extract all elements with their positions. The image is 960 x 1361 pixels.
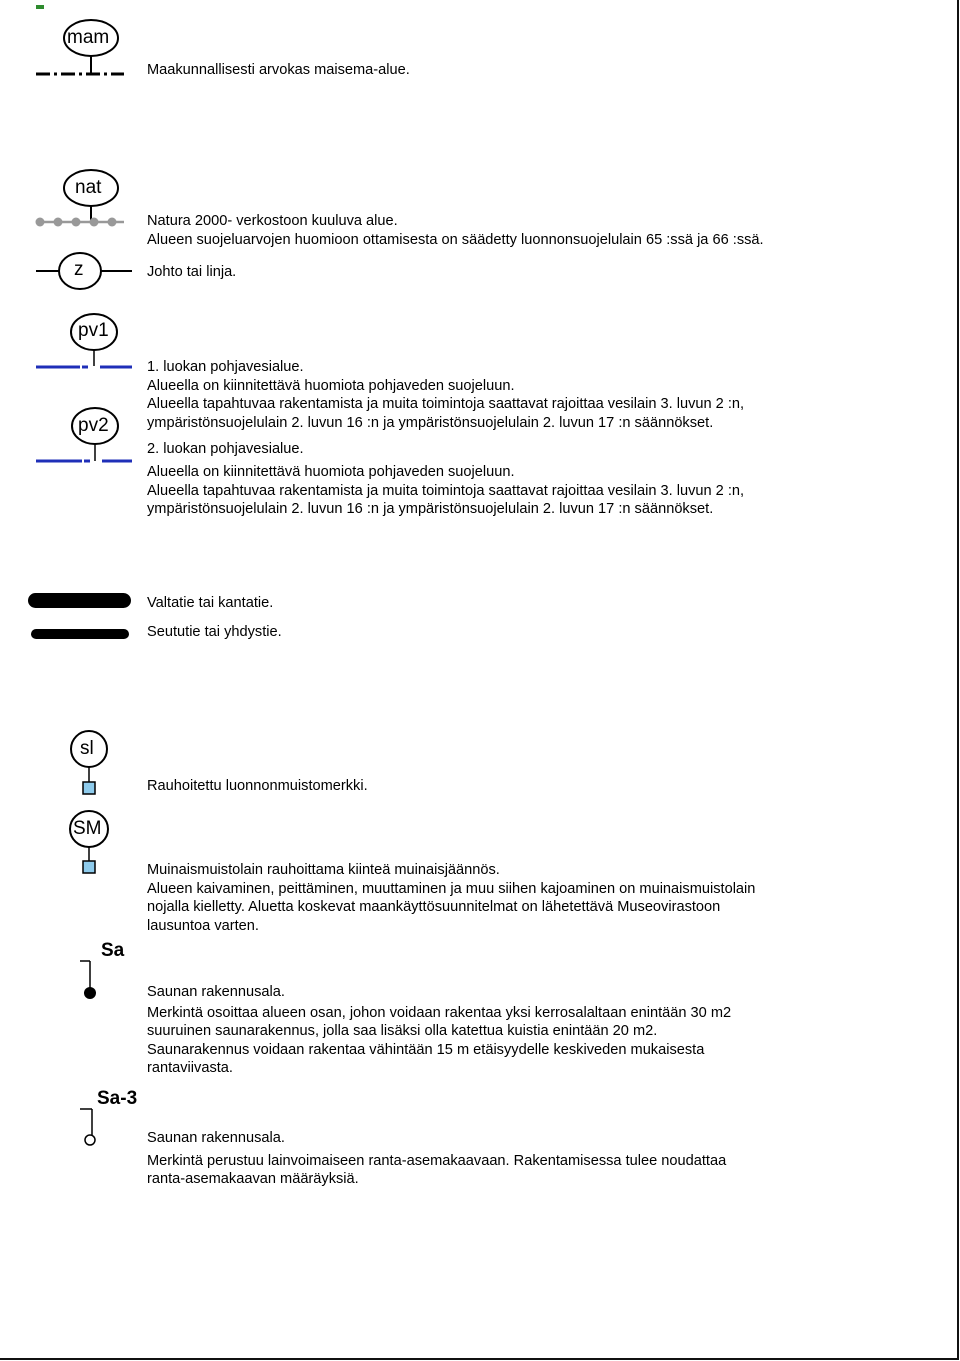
main-road-symbol: [28, 593, 131, 608]
sa-line: Merkintä osoittaa alueen osan, johon voidaan rakentaa yksi kerrosalaltaan enintään 30 m2: [147, 1004, 732, 1021]
main-road-description: [147, 594, 273, 613]
sa-description: [147, 983, 731, 1078]
sauna-plan-area-symbol: [78, 1106, 118, 1151]
sa-line: Saunarakennus voidaan rakentaa vähintään 15 m etäisyydelle keskiveden mukaisesta: [147, 1041, 705, 1058]
regional-road-description: [147, 623, 282, 642]
sa3-line: Merkintä perustuu lainvoimaiseen ranta-asemakaavaan. Rakentamisessa tulee noudattaa: [147, 1152, 727, 1169]
pv2-line: Alueella on kiinnitettävä huomiota pohjaveden suojeluun.: [147, 463, 515, 480]
regional-road-symbol: [31, 629, 129, 639]
sl-description: [147, 777, 368, 796]
sa-line: Saunan rakennusala.: [147, 984, 285, 1000]
pv1-line: Alueella on kiinnitettävä huomiota pohjaveden suojeluun.: [147, 377, 515, 394]
sl-symbol-label: sl: [80, 738, 94, 759]
pv1-line: ympäristönsuojelulain 2. luvun 16 :n ja ympäristönsuojelulain 2. luvun 17 :n säännökset.: [147, 414, 714, 431]
nat-line: Natura 2000- verkostoon kuuluva alue.: [147, 213, 398, 229]
mam-description: [147, 61, 410, 80]
mam-symbol-label: mam: [67, 27, 110, 48]
main-road-line: Valtatie tai kantatie.: [147, 595, 274, 611]
groundwater-descriptions: [147, 358, 744, 519]
mam-line: Maakunnallisesti arvokas maisema-alue.: [147, 62, 410, 78]
previous-symbol-fragment: [36, 5, 44, 9]
sm-symbol-label: SM: [73, 818, 102, 839]
pv2-symbol-label: pv2: [78, 415, 109, 436]
z-description: [147, 263, 236, 282]
pv2-line: ympäristönsuojelulain 2. luvun 16 :n ja ympäristönsuojelulain 2. luvun 17 :n säännökset.: [147, 501, 714, 518]
pv2-line: Alueella tapahtuvaa rakentamista ja muita toimintoja saattavat rajoittaa vesilain 3. luvun 2 :n,: [147, 482, 745, 499]
sa-symbol-label: Sa: [101, 940, 125, 961]
z-line: Johto tai linja.: [147, 264, 237, 280]
sm-line: nojalla kielletty. Aluetta koskevat maankäyttösuunnitelmat on lähetettävä Museovirastoon: [147, 899, 721, 916]
sauna-area-symbol: [78, 958, 118, 1003]
sa3-line: Saunan rakennusala.: [147, 1130, 285, 1146]
nat-symbol-label: nat: [75, 177, 102, 198]
sm-line: Muinaismuistolain rauhoittama kiinteä muinaisjäännös.: [147, 862, 500, 878]
sa-line: suuruinen saunarakennus, jolla saa lisäksi olla katettua kuistia enintään 20 m2.: [147, 1023, 658, 1040]
sm-line: lausuntoa varten.: [147, 917, 259, 934]
sa3-symbol-label: Sa-3: [97, 1088, 138, 1109]
z-symbol-label: z: [74, 259, 84, 280]
nat-line: Alueen suojeluarvojen huomioon ottamisesta on säädetty luonnonsuojelulain 65 :ssä ja 66 :ssä.: [147, 231, 764, 248]
sa3-line: ranta-asemakaavan määräyksiä.: [147, 1171, 359, 1188]
nat-description: [147, 212, 764, 249]
power-line-symbol: [30, 250, 140, 294]
pv2-line: 2. luokan pohjavesialue.: [147, 441, 304, 458]
regional-road-line: Seututie tai yhdystie.: [147, 624, 282, 640]
sm-line: Alueen kaivaminen, peittäminen, muuttaminen ja muu siihen kajoaminen on muinaismuistolain: [147, 880, 756, 897]
pv1-symbol-label: pv1: [78, 320, 109, 341]
sa-line: rantaviivasta.: [147, 1060, 233, 1077]
pv1-line: 1. luokan pohjavesialue.: [147, 359, 304, 375]
pv1-line: Alueella tapahtuvaa rakentamista ja muita toimintoja saattavat rajoittaa vesilain 3. luvun 2 :n,: [147, 396, 745, 413]
sl-line: Rauhoitettu luonnonmuistomerkki.: [147, 778, 368, 794]
sa3-description: [147, 1129, 726, 1189]
sm-description: [147, 861, 755, 935]
